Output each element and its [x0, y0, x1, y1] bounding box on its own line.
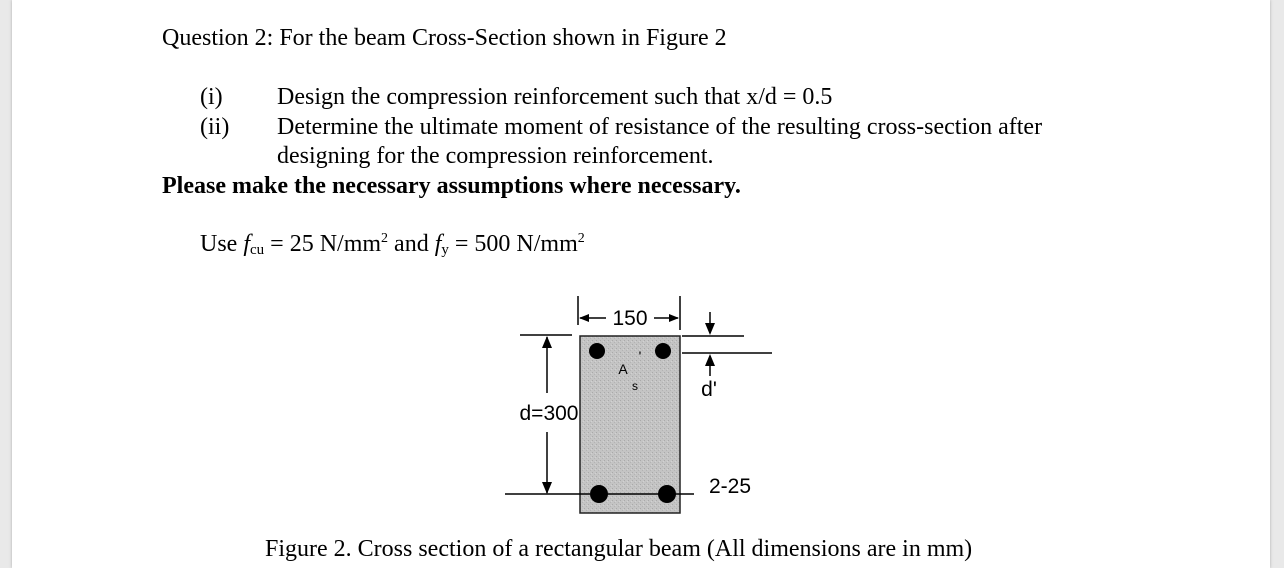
tension-bars-label: 2-25 [709, 475, 752, 498]
beam-cross-section-figure [12, 0, 1270, 568]
fcu-symbol: f [243, 231, 250, 257]
cover-label: d' [701, 378, 717, 401]
fcu-value: = 25 N/mm [264, 231, 382, 257]
fy-symbol: f [434, 231, 442, 257]
item-text-i: Design the compression reinforcement such that x/d = 0.5 [277, 84, 833, 110]
compression-steel-label-a: A [618, 361, 628, 377]
question-heading: Question 2: For the beam Cross-Section shown in Figure 2 [162, 25, 727, 51]
compression-steel-label-s: s [632, 379, 638, 393]
fy-exponent: 2 [577, 231, 585, 246]
item-text-ii: Determine the ultimate moment of resistance of the resulting cross-section after [277, 114, 1043, 140]
cover-dimension [682, 312, 772, 376]
document-page [12, 0, 1270, 568]
compression-bar-left [589, 343, 605, 359]
assumptions-note: Please make the necessary assumptions where necessary. [162, 173, 741, 199]
fy-value: = 500 N/mm [448, 231, 578, 257]
and-label: and [388, 231, 435, 257]
tension-bar-right [658, 485, 676, 503]
figure-caption: Figure 2. Cross section of a rectangular beam (All dimensions are in mm) [265, 536, 973, 562]
compression-bar-right [655, 343, 671, 359]
fcu-subscript: cu [250, 242, 265, 258]
fcu-exponent: 2 [381, 231, 389, 246]
width-label: 150 [612, 307, 648, 330]
item-number-i: (i) [200, 84, 223, 110]
compression-steel-prime: ' [638, 348, 642, 364]
use-label: Use [200, 231, 244, 257]
depth-label: d=300 [519, 402, 579, 425]
item-text-ii-continuation: designing for the compression reinforcement. [277, 143, 714, 169]
fy-subscript: y [441, 242, 449, 258]
item-number-ii: (ii) [200, 114, 230, 140]
tension-bar-left [590, 485, 608, 503]
